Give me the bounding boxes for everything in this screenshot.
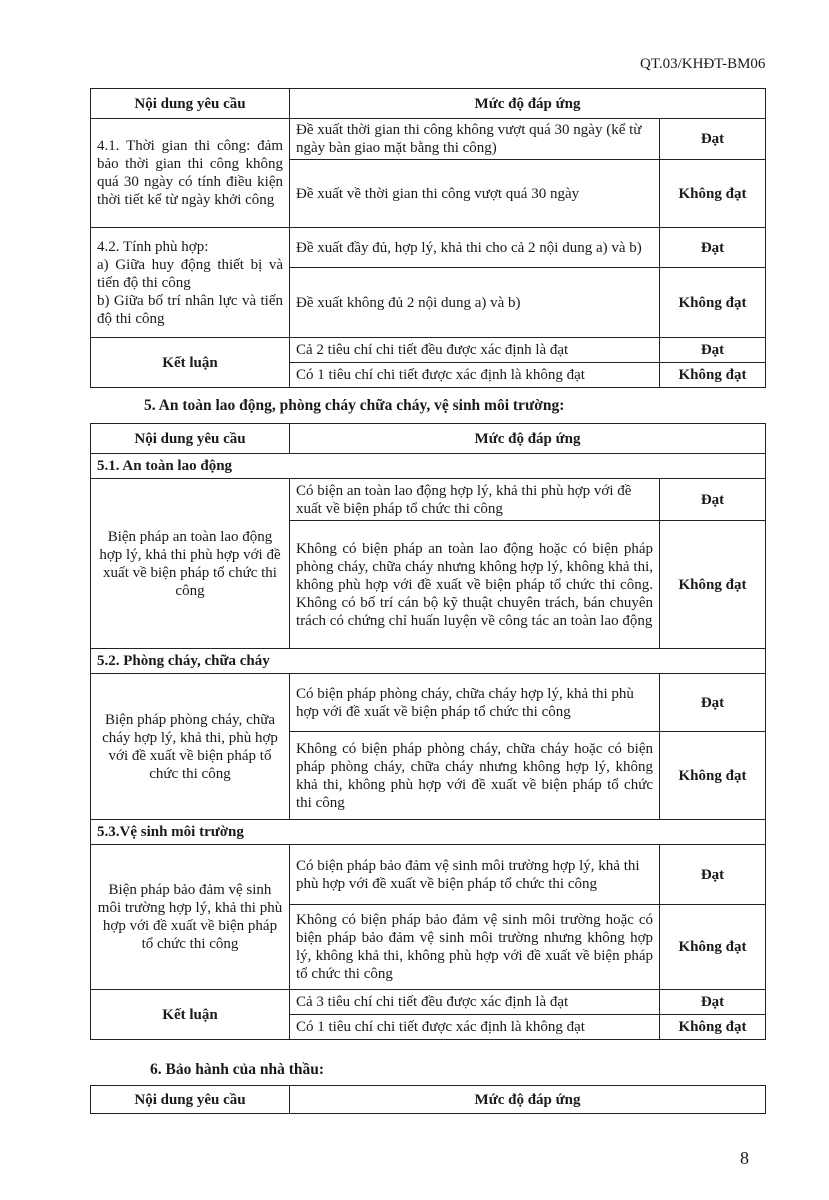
result-fail: Không đạt xyxy=(660,363,766,388)
option-text: Cả 2 tiêu chí chi tiết đều được xác định là đạt xyxy=(290,338,660,363)
subsection-row xyxy=(91,454,766,479)
conclusion-row xyxy=(91,338,766,363)
section-5-title: 5. An toàn lao động, phòng cháy chữa cháy, vệ sinh môi trường: xyxy=(144,397,565,414)
criterion-4-1: 4.1. Thời gian thi công: đảm bảo thời gian thi công không quá 30 ngày có tính điều kiện thời tiết kể từ ngày khởi công xyxy=(91,119,290,228)
option-text: Có biện pháp phòng cháy, chữa cháy hợp lý, khả thi phù hợp với đề xuất về biện pháp tổ chức thi công xyxy=(290,674,660,732)
option-text: Đề xuất thời gian thi công không vượt quá 30 ngày (kể từ ngày bàn giao mặt bằng thi công) xyxy=(290,119,660,160)
table-header-row xyxy=(91,1086,766,1114)
criterion-5-2: Biện pháp phòng cháy, chữa cháy hợp lý, khả thi, phù hợp với đề xuất về biện pháp tổ chức thi công xyxy=(91,674,290,820)
section-6-title: 6. Bảo hành của nhà thầu: xyxy=(150,1061,325,1078)
option-text: Đề xuất không đủ 2 nội dung a) và b) xyxy=(290,268,660,338)
option-text: Có 1 tiêu chí chi tiết được xác định là không đạt xyxy=(290,1015,660,1040)
table-row xyxy=(91,845,766,905)
result-fail: Không đạt xyxy=(660,905,766,990)
table-section-6 xyxy=(90,1085,766,1114)
result-pass: Đạt xyxy=(660,990,766,1015)
result-fail: Không đạt xyxy=(660,732,766,820)
result-pass: Đạt xyxy=(660,674,766,732)
option-text: Không có biện pháp bảo đảm vệ sinh môi trường hoặc có biện pháp bảo đảm vệ sinh môi trường nhưng không hợp lý, không khả thi, không phù hợp với đề xuất về biện pháp tổ chức thi công xyxy=(290,905,660,990)
result-fail: Không đạt xyxy=(660,268,766,338)
option-text: Cả 3 tiêu chí chi tiết đều được xác định là đạt xyxy=(290,990,660,1015)
option-text: Không có biện pháp phòng cháy, chữa cháy hoặc có biện pháp phòng cháy, chữa cháy nhưng không hợp lý, không khả thi, không phù hợp với đề xuất về biện pháp tổ chức thi công xyxy=(290,732,660,820)
conclusion-row xyxy=(91,990,766,1015)
table-row xyxy=(91,674,766,732)
option-text: Đề xuất về thời gian thi công vượt quá 30 ngày xyxy=(290,160,660,228)
option-text: Có 1 tiêu chí chi tiết được xác định là không đạt xyxy=(290,363,660,388)
option-text: Không có biện pháp an toàn lao động hoặc có biện pháp phòng cháy, chữa cháy nhưng không hợp lý, không khả thi, không phù hợp với đề xuất về biện pháp tổ chức thi công. Không có bố trí cán bộ kỹ thuật chuyên trách, bán chuyên trách có chứng chỉ huấn luyện về công tác an toàn lao động xyxy=(290,521,660,649)
result-pass: Đạt xyxy=(660,228,766,268)
criterion-item-b: b) Giữa bố trí nhân lực và tiến độ thi công xyxy=(97,292,283,327)
subsection-row xyxy=(91,649,766,674)
header-content: Nội dung yêu cầu xyxy=(91,89,290,119)
table-row xyxy=(91,479,766,521)
subsection-row xyxy=(91,820,766,845)
header-level: Mức độ đáp ứng xyxy=(290,1086,766,1114)
subsection-title: 5.1. An toàn lao động xyxy=(91,454,766,479)
result-fail: Không đạt xyxy=(660,160,766,228)
option-text: Có biện pháp bảo đảm vệ sinh môi trường hợp lý, khả thi phù hợp với đề xuất về biện pháp tổ chức thi công xyxy=(290,845,660,905)
option-text: Có biện an toàn lao động hợp lý, khả thi phù hợp với đề xuất về biện pháp tổ chức thi công xyxy=(290,479,660,521)
subsection-title: 5.3.Vệ sinh môi trường xyxy=(91,820,766,845)
table-header-row xyxy=(91,89,766,119)
option-text: Đề xuất đầy đủ, hợp lý, khả thi cho cả 2 nội dung a) và b) xyxy=(290,228,660,268)
table-section-5 xyxy=(90,423,766,1040)
table-section-4 xyxy=(90,88,766,388)
result-fail: Không đạt xyxy=(660,521,766,649)
subsection-title: 5.2. Phòng cháy, chữa cháy xyxy=(91,649,766,674)
result-pass: Đạt xyxy=(660,119,766,160)
table-row xyxy=(91,228,766,268)
page-number: 8 xyxy=(740,1148,749,1168)
document-code: QT.03/KHĐT-BM06 xyxy=(640,56,766,72)
criterion-4-2 xyxy=(91,228,290,338)
header-content: Nội dung yêu cầu xyxy=(91,424,290,454)
table-row xyxy=(91,119,766,160)
result-pass: Đạt xyxy=(660,479,766,521)
conclusion-label: Kết luận xyxy=(91,990,290,1040)
criterion-item-a: a) Giữa huy động thiết bị và tiến độ thi công xyxy=(97,256,283,291)
result-pass: Đạt xyxy=(660,338,766,363)
result-fail: Không đạt xyxy=(660,1015,766,1040)
criterion-5-3: Biện pháp bảo đảm vệ sinh môi trường hợp lý, khả thi phù hợp với đề xuất về biện pháp tổ chức thi công xyxy=(91,845,290,990)
table-header-row xyxy=(91,424,766,454)
criterion-5-1: Biện pháp an toàn lao động hợp lý, khả thi phù hợp với đề xuất về biện pháp tổ chức thi công xyxy=(91,479,290,649)
conclusion-label: Kết luận xyxy=(91,338,290,388)
criterion-title: 4.2. Tính phù hợp: xyxy=(97,238,209,255)
header-level: Mức độ đáp ứng xyxy=(290,424,766,454)
result-pass: Đạt xyxy=(660,845,766,905)
header-level: Mức độ đáp ứng xyxy=(290,89,766,119)
header-content: Nội dung yêu cầu xyxy=(91,1086,290,1114)
